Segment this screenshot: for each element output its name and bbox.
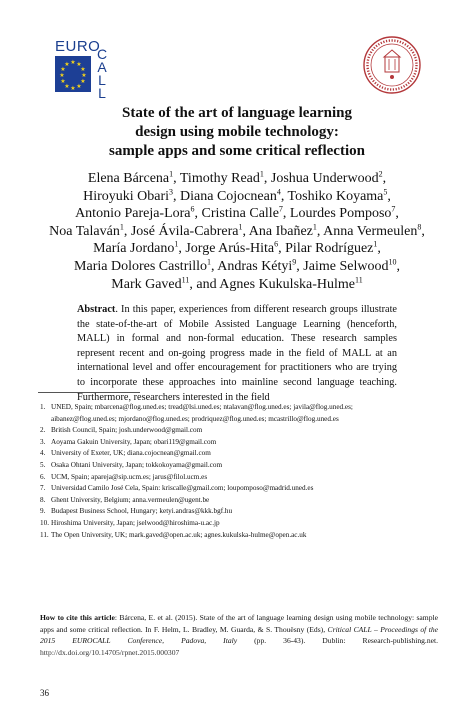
- svg-text:★: ★: [80, 78, 86, 85]
- author-text: Antonio Pareja-Lora: [75, 206, 191, 222]
- abstract: [77, 303, 397, 405]
- author-list: [40, 170, 434, 293]
- svg-text:★: ★: [64, 61, 70, 68]
- author-text: , Timothy Read: [173, 171, 260, 186]
- footnote-number: 3.: [40, 437, 46, 446]
- footnote: [40, 530, 440, 542]
- footnote-number: 7.: [40, 484, 46, 493]
- affiliation-marker: 1: [373, 239, 378, 249]
- title-line: State of the art of language learning: [122, 105, 352, 121]
- author-text: Maria Dolores Castrillo: [74, 258, 208, 274]
- footnote-number: 4.: [40, 449, 46, 458]
- svg-text:★: ★: [70, 85, 76, 92]
- svg-text:★: ★: [81, 72, 87, 79]
- author-text: , Ana Ibañez: [242, 223, 313, 239]
- footnote-divider: [38, 392, 140, 393]
- footnote-number: 8.: [40, 495, 46, 504]
- page-number: 36: [40, 688, 49, 698]
- title-line: design using mobile technology:: [135, 124, 339, 140]
- svg-text:★: ★: [80, 66, 86, 73]
- author-text: , Cristina Calle: [194, 206, 279, 222]
- author-text: , Jorge Arús-Hita: [178, 241, 275, 257]
- svg-text:★: ★: [60, 66, 66, 73]
- author-text: , Pilar Rodríguez: [278, 241, 374, 257]
- author-line: [40, 240, 434, 258]
- affiliation-marker: 1: [312, 222, 317, 232]
- svg-text:★: ★: [70, 59, 76, 66]
- footnote: [40, 425, 440, 437]
- author-line: [40, 188, 434, 206]
- author-text: ,: [387, 188, 391, 204]
- affiliation-marker: 11: [355, 274, 363, 284]
- affiliation-marker: 6: [190, 204, 195, 214]
- citation-text-2: (pp. 36-43). Dublin: Research-publishing.net.: [237, 636, 438, 646]
- paper-title: [40, 104, 434, 161]
- footnote-number: 10.: [40, 518, 49, 527]
- eurocall-logo: [55, 38, 123, 101]
- footnote: [40, 402, 440, 414]
- author-text: Hiroyuki Obari: [83, 188, 170, 204]
- author-text: Elena Bárcena: [87, 171, 170, 186]
- affiliation-marker: 1: [119, 222, 124, 232]
- footnote-number: 5.: [40, 460, 46, 469]
- footnote: [40, 437, 440, 449]
- footnote-text: Budapest Business School, Hungary; ketyi.andras@kkk.bgf.hu: [51, 507, 233, 516]
- author-text: ,: [382, 171, 387, 186]
- university-seal-icon: [362, 35, 422, 95]
- affiliation-marker: 3: [169, 186, 174, 196]
- footnote-text: Ghent University, Belgium; anna.vermeulen@ugent.be: [51, 495, 210, 504]
- footnote: [40, 518, 440, 530]
- affiliation-marker: 1: [259, 169, 264, 179]
- svg-text:★: ★: [64, 83, 70, 90]
- author-text: , and Agnes Kukulska-Hulme: [189, 276, 356, 292]
- how-to-cite-label: How to cite this article: [40, 613, 115, 622]
- eurocall-call-letters: C A L L: [96, 46, 108, 101]
- footnote-text: Universidad Camilo José Cela, Spain: kriscalle@gmail.com; loupomposo@madrid.uned.es: [51, 484, 314, 493]
- affiliation-marker: 1: [174, 239, 179, 249]
- author-text: , Diana Cojocnean: [173, 188, 277, 204]
- footnote-number: 1.: [40, 403, 46, 411]
- footnote-text: The Open University, UK; mark.gaved@open.ac.uk; agnes.kukulska-hulme@open.ac.uk: [51, 530, 307, 539]
- affiliation-marker: 8: [417, 222, 422, 232]
- footnote: [40, 472, 440, 484]
- footnote-text: Osaka Ohtani University, Japan; tokkokoyama@gmail.com: [51, 460, 223, 469]
- footnote-number: 9.: [40, 507, 46, 516]
- author-text: , Andras Kétyi: [211, 258, 293, 274]
- abstract-label: Abstract: [77, 304, 116, 315]
- author-text: ,: [396, 258, 400, 274]
- author-line: [40, 205, 434, 223]
- affiliation-marker: 11: [181, 274, 190, 284]
- author-text: ,: [395, 206, 399, 222]
- doi-link[interactable]: http://dx.doi.org/10.14705/rpnet.2015.000307: [40, 647, 180, 657]
- eu-flag-icon: [55, 56, 91, 92]
- author-text: ,: [421, 223, 425, 239]
- affiliation-marker: 10: [388, 257, 397, 267]
- footnote: [40, 495, 440, 507]
- footnote-text: Aoyama Gakuin University, Japan; obari119@gmail.com: [51, 437, 217, 446]
- citation-text-1: : Bárcena, E. et al. (2015). State of the art of language learning design using mobile technology: sample apps and some critical reflection. In F. Helm, L. Bradley, M. Guarda, & S. Thouësny (Eds),: [40, 613, 438, 634]
- how-to-cite: [40, 612, 438, 658]
- footnote-text: British Council, Spain; josh.underwood@gmail.com: [51, 426, 203, 435]
- affiliation-marker: 5: [383, 186, 388, 196]
- title-line: sample apps and some critical reflection: [109, 143, 365, 159]
- footnote: [40, 460, 440, 472]
- author-text: , Anna Vermeulen: [316, 223, 418, 239]
- svg-text:★: ★: [76, 83, 82, 90]
- author-line: [40, 258, 434, 276]
- footnote-number: 11.: [40, 530, 49, 539]
- affiliation-marker: 1: [169, 169, 174, 179]
- affiliation-marker: 1: [207, 257, 212, 267]
- footnote-text: University of Exeter, UK; diana.cojocnean@gmail.com: [51, 449, 211, 458]
- citation-proceedings-title: Critical CALL – Proceedings of the 2015 EUROCALL Conference, Padova, Italy: [40, 624, 438, 646]
- footnote-continuation: aibanez@flog.uned.es; mjordano@flog.uned.es; prodriquez@flog.uned.es; mcastrillo@flog.uned.es: [51, 414, 339, 423]
- author-text: Noa Talaván: [49, 223, 120, 239]
- footnote: [40, 483, 440, 495]
- svg-text:★: ★: [76, 61, 82, 68]
- affiliation-marker: 9: [292, 257, 297, 267]
- affiliation-marker: 4: [276, 186, 281, 196]
- affiliation-marker: 6: [274, 239, 279, 249]
- footnote-number: 2.: [40, 426, 46, 435]
- footnote-text: UNED, Spain; mbarcena@flog.uned.es; tread@lsi.uned.es; ntalavan@flog.uned.es; javila@flog.uned.es;: [51, 403, 353, 411]
- affiliation-marker: 7: [391, 204, 396, 214]
- author-line: [40, 276, 434, 294]
- author-text: , Toshiko Koyama: [280, 188, 384, 204]
- svg-text:★: ★: [60, 78, 66, 85]
- author-text: , Jaime Selwood: [296, 258, 389, 274]
- affiliation-marker: 1: [238, 222, 243, 232]
- affiliation-marker: 7: [278, 204, 283, 214]
- svg-text:★: ★: [59, 72, 65, 79]
- footnote-text: UCM, Spain; apareja@sip.ucm.es; jarus@filol.ucm.es: [51, 472, 208, 481]
- author-text: ,: [377, 241, 381, 257]
- affiliation-marker: 2: [378, 169, 383, 179]
- abstract-text: . In this paper, experiences from different research groups illustrate the state-of-the-art of Mobile Assisted Language Learning (henceforth, MALL) in formal and non-formal education. These research samples represent recent and on-going progress made in the field of MALL at an international level and offer encouragement for practitioners who are trying to incorporate these approaches into mainline second language teaching. Furthermore, researchers interested in the field: [77, 304, 397, 403]
- affiliation-footnotes: [40, 402, 440, 541]
- footnote-number: 6.: [40, 472, 46, 481]
- author-line: [40, 223, 434, 241]
- author-text: Mark Gaved: [111, 276, 182, 292]
- eurocall-logo-text: EURO: [55, 38, 101, 55]
- author-line: [40, 170, 434, 188]
- author-text: , Joshua Underwood: [263, 171, 379, 186]
- author-text: , José Ávila-Cabrera: [123, 223, 239, 239]
- footnote: [40, 506, 440, 518]
- footnote: [40, 448, 440, 460]
- author-text: , Lourdes Pomposo: [282, 206, 392, 222]
- author-text: María Jordano: [93, 241, 175, 257]
- footnote-text: Hiroshima University, Japan; jselwood@hiroshima-u.ac.jp: [51, 518, 220, 527]
